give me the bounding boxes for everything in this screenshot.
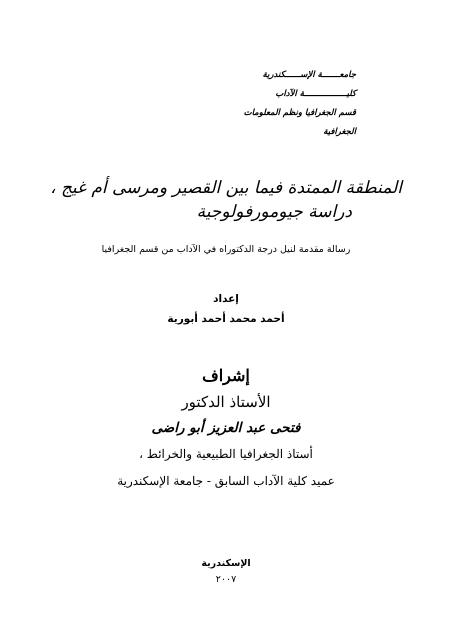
thesis-subtitle: رسالة مقدمة لنيل درجة الدكتوراه في الآداب من قسم الجغرافيا — [101, 244, 351, 255]
footer-city: الإسكندرية — [201, 558, 251, 569]
thesis-title — [50, 176, 402, 224]
department-name: قسم الجغرافيا ونظم المعلومات — [243, 108, 356, 118]
thesis-title-line-1: المنطقة الممتدة فيما بين القصير ومرسى أم غيج ، — [50, 178, 402, 198]
university-name: جامعـــــــة الإســــــكندرية — [262, 70, 356, 80]
institution-header — [156, 66, 356, 142]
supervisor-role-2: عميد كلية الآداب السابق - جامعة الإسكندرية — [117, 474, 335, 488]
author-name: أحمد محمد أحمد أبورية — [167, 313, 285, 325]
supervisor-name: فتحى عبد العزيز أبو راضى — [151, 420, 301, 436]
supervisor-title: الأستاذ الدكتور — [181, 393, 271, 411]
supervision-label: إشراف — [202, 366, 250, 385]
faculty-name: كليـــــــــــــــــة الآداب — [275, 89, 356, 99]
prepared-by-label: إعداد — [213, 293, 239, 305]
supervisor-role-1: أستاذ الجغرافيا الطبيعية والخرائط ، — [139, 447, 313, 461]
department-name-continued: الجغرافية — [323, 127, 356, 137]
footer-year: ٢٠٠٧ — [215, 574, 237, 585]
thesis-title-line-2: دراسة جيومورفولوجية — [196, 202, 352, 222]
